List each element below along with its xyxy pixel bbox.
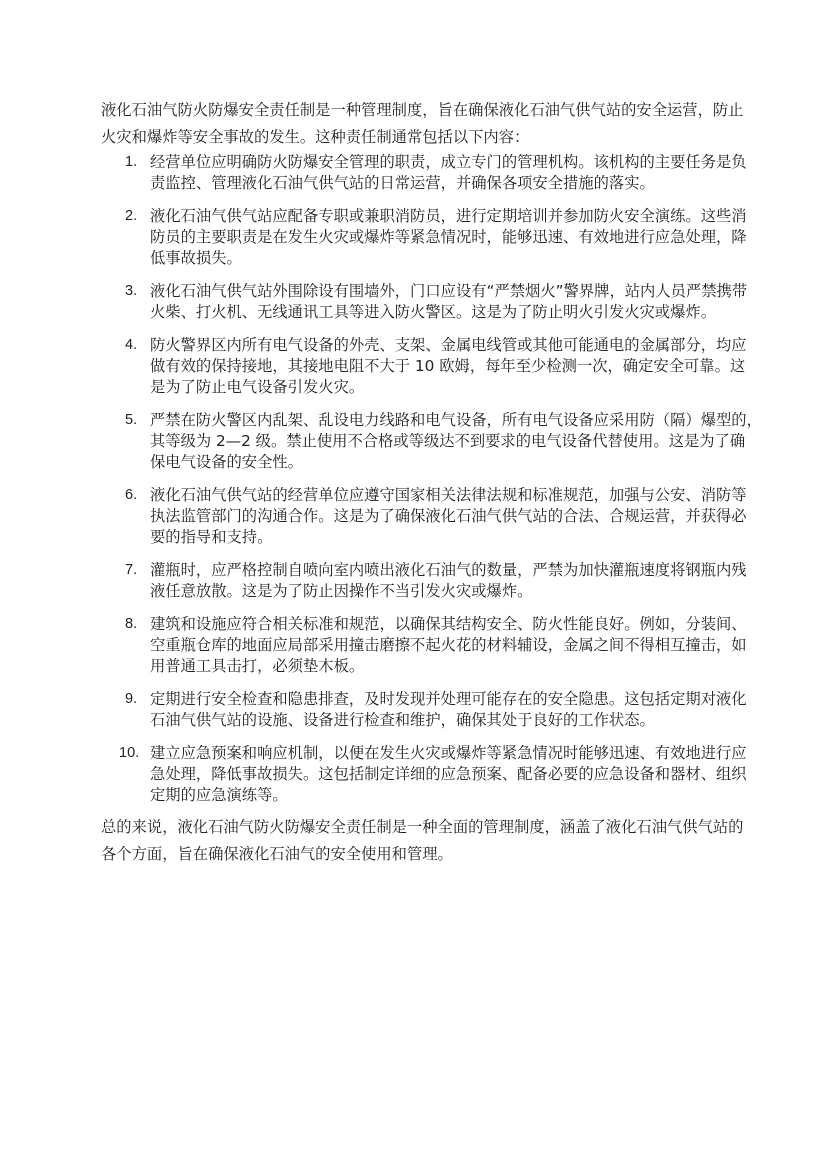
text-line: 做有效的保持接地，其接地电阻不大于 10 欧姆，每年至少检测一次，确定安全可靠。这 <box>150 357 746 375</box>
text-line: 防火警界区内所有电气设备的外壳、支架、金属电线管或其他可能通电的金属部分，均应 <box>150 336 747 354</box>
text-line: 其等级为 2—2 级。禁止使用不合格或等级达不到要求的电气设备代替使用。这是为了确 <box>150 432 746 450</box>
list-item <box>101 281 748 323</box>
list-item-number: 7. <box>125 562 138 578</box>
text-line: 液化石油气防火防爆安全责任制是一种管理制度，旨在确保液化石油气供气站的安全运营，防止 <box>101 101 744 119</box>
text-line: 液化石油气供气站外围除设有围墙外，门口应设有“严禁烟火”警界牌，站内人员严禁携带 <box>150 282 748 300</box>
text-line: 严禁在防火警区内乱架、乱设电力线路和电气设备，所有电气设备应采用防（隔）爆型的， <box>150 411 762 429</box>
list-item-number: 6. <box>125 487 138 503</box>
text-line: 经营单位应明确防火防爆安全管理的职责，成立专门的管理机构。该机构的主要任务是负 <box>150 153 747 171</box>
list-item-text <box>150 281 748 323</box>
text-line: 保电气设备的安全性。 <box>150 453 303 471</box>
text-line: 定期进行安全检查和隐患排查，及时发现并处理可能存在的安全隐患。这包括定期对液化 <box>150 690 747 708</box>
text-line: 建立应急预案和响应机制，以便在发生火灾或爆炸等紧急情况时能够迅速、有效地进行应 <box>150 744 747 762</box>
numbered-list <box>101 152 762 806</box>
list-item-text <box>150 152 747 194</box>
list-item-text <box>150 206 747 269</box>
list-item <box>101 152 747 194</box>
text-line: 用普通工具击打，必须垫木板。 <box>150 657 365 675</box>
text-line: 是为了防止电气设备引发火灾。 <box>150 378 365 396</box>
text-line: 执法监管部门的沟通合作。这是为了确保液化石油气供气站的合法、合规运营，并获得必 <box>150 507 747 525</box>
list-item-text <box>150 743 747 806</box>
list-item-number: 3. <box>125 283 138 299</box>
list-item <box>101 743 747 806</box>
text-line: 石油气供气站的设施、设备进行检查和维护，确保其处于良好的工作状态。 <box>150 711 655 729</box>
list-item-number: 10. <box>119 745 140 761</box>
list-item-text <box>150 560 747 602</box>
text-line: 防员的主要职责是在发生火灾或爆炸等紧急情况时，能够迅速、有效地进行应急处理，降 <box>150 228 747 246</box>
text-line: 责监控、管理液化石油气供气站的日常运营，并确保各项安全措施的落实。 <box>150 174 655 192</box>
intro-paragraph <box>101 97 744 151</box>
text-line: 要的指导和支持。 <box>150 528 273 546</box>
document-body <box>101 97 762 868</box>
text-line: 火柴、打火机、无线通讯工具等进入防火警区。这是为了防止明火引发火灾或爆炸。 <box>150 303 716 321</box>
list-item <box>101 689 747 731</box>
text-line: 定期的应急演练等。 <box>150 786 288 804</box>
list-item <box>101 485 747 548</box>
list-item-number: 5. <box>125 412 138 428</box>
text-line: 建筑和设施应符合相关标准和规范，以确保其结构安全、防火性能良好。例如，分装间、 <box>150 615 747 633</box>
text-line: 火灾和爆炸等安全事故的发生。这种责任制通常包括以下内容： <box>101 128 530 146</box>
text-line: 灌瓶时，应严格控制自喷向室内喷出液化石油气的数量，严禁为加快灌瓶速度将钢瓶内残 <box>150 561 747 579</box>
text-line: 各个方面，旨在确保液化石油气的安全使用和管理。 <box>101 845 453 863</box>
text-line: 液任意放散。这是为了防止因操作不当引发火灾或爆炸。 <box>150 582 533 600</box>
text-line: 急处理，降低事故损失。这包括制定详细的应急预案、配备必要的应急设备和器材、组织 <box>150 765 747 783</box>
list-item <box>101 410 762 473</box>
list-item-text <box>150 410 762 473</box>
text-line: 低事故损失。 <box>150 249 242 267</box>
list-item-number: 9. <box>125 691 138 707</box>
text-line: 液化石油气供气站应配备专职或兼职消防员，进行定期培训并参加防火安全演练。这些消 <box>150 207 747 225</box>
list-item <box>101 614 747 677</box>
list-item-number: 8. <box>125 616 138 632</box>
list-item-number: 4. <box>125 337 138 353</box>
list-item <box>101 335 747 398</box>
list-item-text <box>150 485 747 548</box>
text-line: 液化石油气供气站的经营单位应遵守国家相关法律法规和标准规范，加强与公安、消防等 <box>150 486 747 504</box>
list-item-text <box>150 614 747 677</box>
list-item-number: 1. <box>125 154 138 170</box>
text-line: 空重瓶仓库的地面应局部采用撞击磨擦不起火花的材料辅设，金属之间不得相互撞击，如 <box>150 636 747 654</box>
summary-paragraph <box>101 814 744 868</box>
list-item <box>101 206 747 269</box>
list-item-text <box>150 689 747 731</box>
list-item-text <box>150 335 747 398</box>
list-item <box>101 560 747 602</box>
list-item-number: 2. <box>125 208 138 224</box>
text-line: 总的来说，液化石油气防火防爆安全责任制是一种全面的管理制度，涵盖了液化石油气供气站的 <box>101 818 744 836</box>
